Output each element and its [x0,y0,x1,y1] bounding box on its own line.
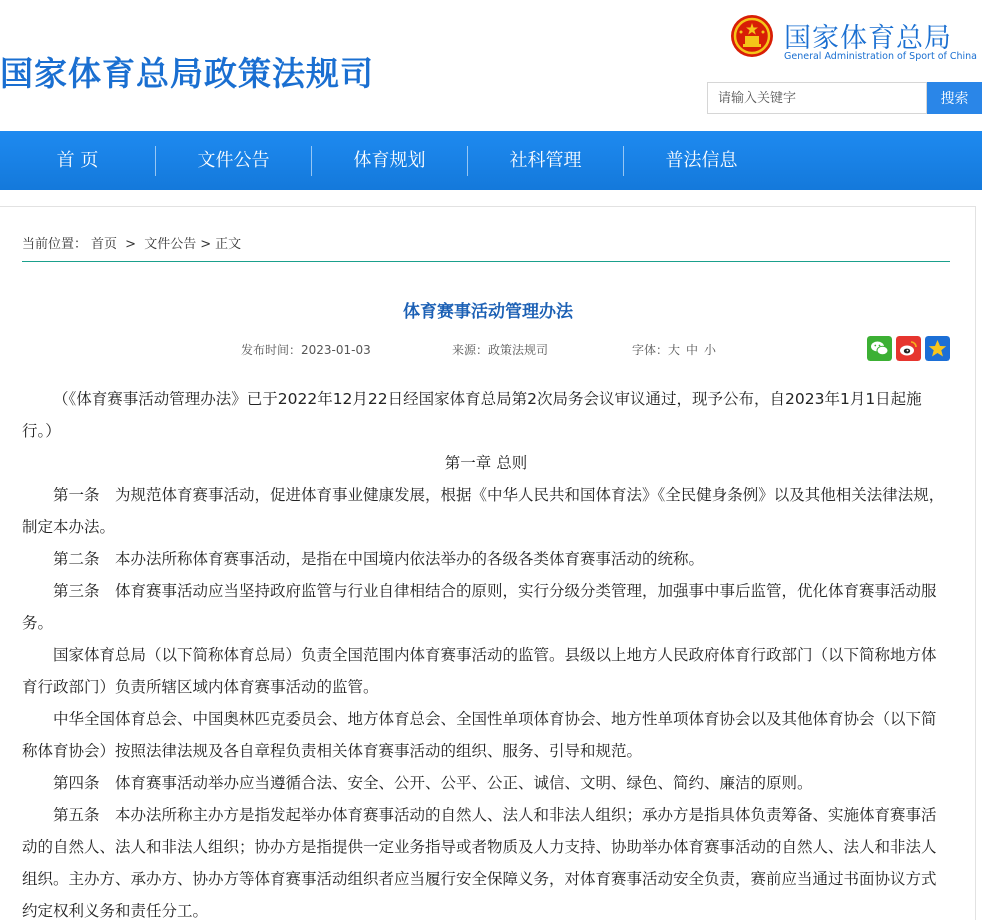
nav-item-home[interactable]: 首 页 [56,150,99,171]
search-button[interactable]: 搜索 [927,82,982,114]
breadcrumb-separator: > [200,237,212,252]
breadcrumb-divider [22,261,950,262]
publish-date-value: 2023-01-03 [301,343,371,357]
font-size-small[interactable]: 小 [704,343,717,357]
source-value: 政策法规司 [488,343,549,357]
breadcrumb-current: 正文 [215,237,242,252]
breadcrumb [22,233,245,252]
wechat-icon[interactable] [867,336,892,361]
nav-item-planning[interactable]: 体育规划 [353,150,426,171]
article-source [452,341,548,358]
main-nav [0,131,982,190]
breadcrumb-section[interactable]: 文件公告 [144,237,197,252]
article-paragraph: 第四条 体育赛事活动举办应当遵循合法、安全、公开、公平、公正、诚信、文明、绿色、简约、廉洁的原则。 [53,774,813,792]
article-body [22,383,950,920]
site-header [0,0,982,131]
article-paragraph: 国家体育总局（以下简称体育总局）负责全国范围内体育赛事活动的监管。县级以上地方人民政府体育行政部门（以下简称地方体育行政部门）负责所辖区域内体育赛事活动的监管。 [22,646,937,696]
favorite-icon[interactable] [925,336,950,361]
publish-date [241,341,371,358]
font-size-medium[interactable]: 中 [686,343,699,357]
article-paragraph: 第五条 本办法所称主办方是指发起举办体育赛事活动的自然人、法人和非法人组织；承办方是指具体负责筹备、实施体育赛事活动的自然人、法人和非法人组织；协办方是指提供一定业务指导或者物质及人力支持、协助举办体育赛事活动的自然人、法人和非法人组织。主办方、承办方、协办方等体育赛事活动组织者应当履行安全保障义务，对体育赛事活动安全负责，赛前应当通过书面协议方式约定权利义务和责任分工。 [22,806,937,920]
chapter-heading: 第一章 总则 [444,454,528,472]
breadcrumb-home[interactable]: 首页 [91,237,118,252]
nav-item-documents[interactable]: 文件公告 [197,150,270,171]
org-name[interactable]: 国家体育总局 [784,23,952,54]
font-size-large[interactable]: 大 [668,343,681,357]
national-emblem-icon[interactable] [730,14,774,58]
weibo-icon[interactable] [896,336,921,361]
nav-item-legal-info[interactable]: 普法信息 [665,150,738,171]
breadcrumb-separator: > [125,237,137,252]
article-paragraph: 第二条 本办法所称体育赛事活动，是指在中国境内依法举办的各级各类体育赛事活动的统称。 [53,550,705,568]
article-paragraph: 第三条 体育赛事活动应当坚持政府监管与行业自律相结合的原则，实行分级分类管理，加强事中事后监管，优化体育赛事活动服务。 [22,582,937,632]
article-paragraph: 第一条 为规范体育赛事活动，促进体育事业健康发展，根据《中华人民共和国体育法》《全民健身条例》以及其他相关法律法规，制定本办法。 [22,486,945,536]
nav-item-social-science[interactable]: 社科管理 [509,150,582,171]
font-size-label: 字体： [632,343,669,357]
search-input[interactable] [707,82,927,114]
breadcrumb-label: 当前位置： [22,237,88,252]
article-paragraph: 中华全国体育总会、中国奥林匹克委员会、地方体育总会、全国性单项体育协会、地方性单项体育协会以及其他体育协会（以下简称体育协会）按照法律法规及各自章程负责相关体育赛事活动的组织、服务、引导和规范。 [22,710,937,760]
source-label: 来源： [452,343,489,357]
org-english-name: General Administration of Sport of China [784,51,978,62]
font-size-switcher [632,341,716,358]
article-title: 体育赛事活动管理办法 [403,302,573,322]
site-title[interactable]: 国家体育总局政策法规司 [0,54,374,93]
article-paragraph: （《体育赛事活动管理办法》已于2022年12月22日经国家体育总局第2次局务会议审议通过，现予公布，自2023年1月1日起施行。） [22,390,922,440]
publish-date-label: 发布时间： [241,343,302,357]
